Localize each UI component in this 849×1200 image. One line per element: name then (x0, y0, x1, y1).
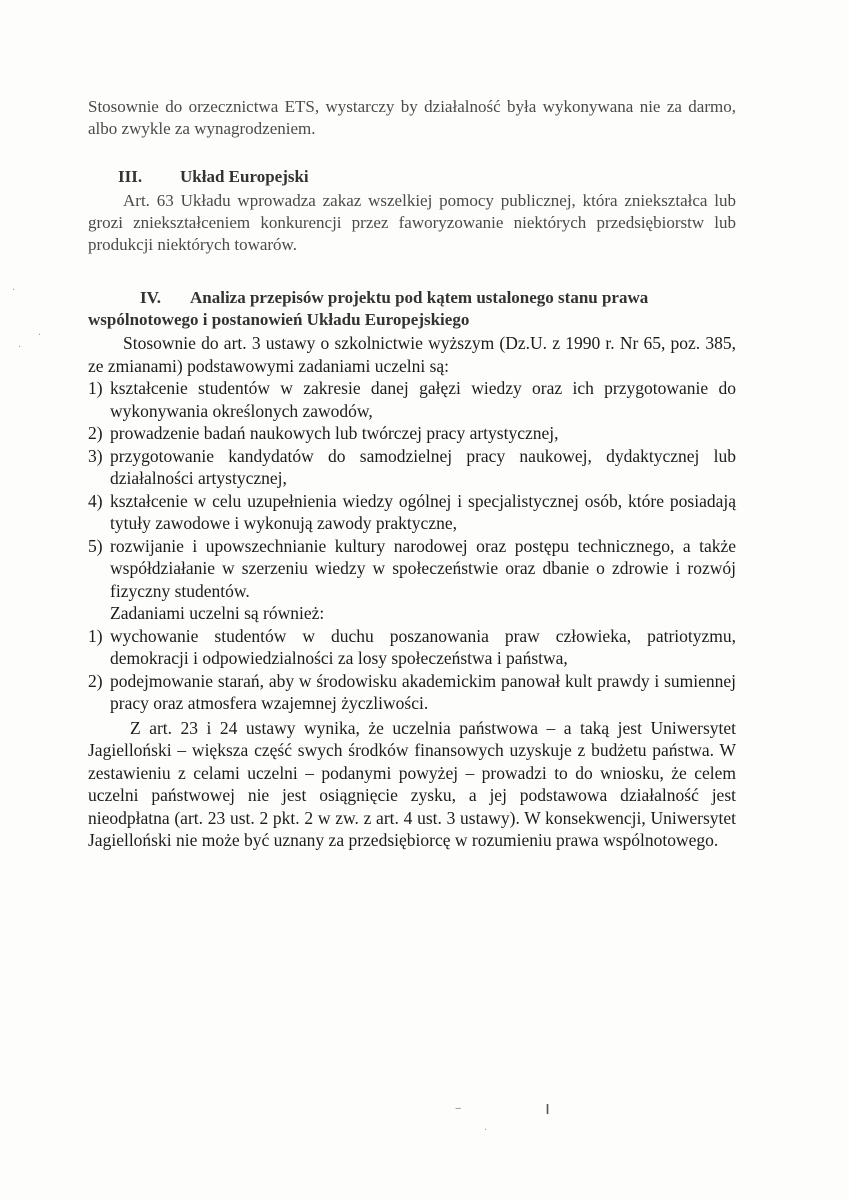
scan-mark: ‒ (455, 1103, 462, 1114)
list-item (88, 490, 736, 535)
conclusion-paragraph: Z art. 23 i 24 ustawy wynika, że uczelnia państwowa – a taką jest Uniwersytet Jagielloński – większa część swych środków finansowych uzyskuje z budżetu państwa. W zestawieniu z celami uczelni – podanymi powyżej – prowadzi to do wniosku, że celem uczelni państwowej nie jest osiągnięcie zysku, a jej podstawowa działalność jest nieodpłatna (art. 23 ust. 2 pkt. 2 w zw. z art. 4 ust. 3 ustawy). W konsekwencji, Uniwersytet Jagielloński nie może być uznany za przedsiębiorcę w rozumieniu prawa wspólnotowego. (88, 717, 736, 850)
item-text: prowadzenie badań naukowych lub twórczej pracy artystycznej, (110, 423, 559, 443)
section-3-number: III. (118, 167, 143, 186)
scan-mark: ı (545, 1098, 551, 1119)
also-tasks-list (88, 625, 736, 715)
item-number: 1) (88, 625, 103, 646)
section-4-number: IV. (140, 288, 161, 307)
scan-speck: · (38, 330, 42, 341)
item-text: podejmowanie starań, aby w środowisku akademickim panował kult prawdy i sumiennej pracy oraz atmosfera wzajemnej życzliwości. (110, 670, 736, 713)
item-text: wychowanie studentów w duchu poszanowania praw człowieka, patriotyzmu, demokracji i odpowiedzialności za losy społeczeństwa i państwa, (110, 625, 736, 668)
item-number: 4) (88, 490, 103, 511)
section-4 (88, 287, 736, 852)
list-item (88, 670, 736, 715)
section-3-text: Art. 63 Układu wprowadza zakaz wszelkiej pomocy publicznej, która zniekształca lub grozi zniekształceniem konkurencji przez faworyzowanie niektórych przedsiębiorstw lub produkcji niektórych towarów. (88, 191, 736, 254)
list-item (88, 422, 736, 445)
item-number: 2) (88, 670, 103, 691)
scan-speck: · (18, 342, 22, 353)
item-number: 5) (88, 535, 103, 556)
item-text: rozwijanie i upowszechnianie kultury narodowej oraz postępu technicznego, a także współdziałanie w szerzeniu wiedzy w społeczeństwie oraz dbanie o zdrowie i rozwój fizyczny studentów. (110, 535, 736, 601)
item-number: 2) (88, 423, 103, 443)
section-4-title: Analiza przepisów projektu pod kątem ustalonego stanu prawa wspólnotowego i postanowień Układu Europejskiego (88, 288, 649, 329)
list-item (88, 445, 736, 490)
also-label: Zadaniami uczelni są również: (110, 603, 325, 623)
section-3 (88, 166, 736, 256)
item-number: 1) (88, 378, 103, 398)
scan-speck: · (12, 285, 16, 296)
item-text: kształcenie w celu uzupełnienia wiedzy ogólnej i specjalistycznej osób, które posiadają tytuły zawodowe i wykonują zawody praktyczne, (110, 490, 736, 533)
list-item (88, 377, 736, 422)
tasks-list (88, 377, 736, 602)
item-text: kształcenie studentów w zakresie danej gałęzi wiedzy oraz ich przygotowanie do wykonywania określonych zawodów, (110, 378, 736, 421)
section-4-intro: Stosownie do art. 3 ustawy o szkolnictwie wyższym (Dz.U. z 1990 r. Nr 65, poz. 385, ze zmianami) podstawowymi zadaniami uczelni są: (88, 333, 736, 376)
section-4-heading (88, 287, 736, 331)
list-item (88, 625, 736, 670)
scan-speck: · (484, 1125, 488, 1136)
intro-block (88, 96, 736, 140)
item-number: 3) (88, 445, 103, 466)
intro-paragraph: Stosownie do orzecznictwa ETS, wystarczy by działalność była wykonywana nie za darmo, albo zwykle za wynagrodzeniem. (88, 97, 736, 138)
item-text: przygotowanie kandydatów do samodzielnej pracy naukowej, dydaktycznej lub działalności artystycznej, (110, 445, 736, 488)
section-3-title: Układ Europejski (180, 167, 309, 186)
section-3-heading (88, 166, 736, 188)
list-item (88, 535, 736, 603)
